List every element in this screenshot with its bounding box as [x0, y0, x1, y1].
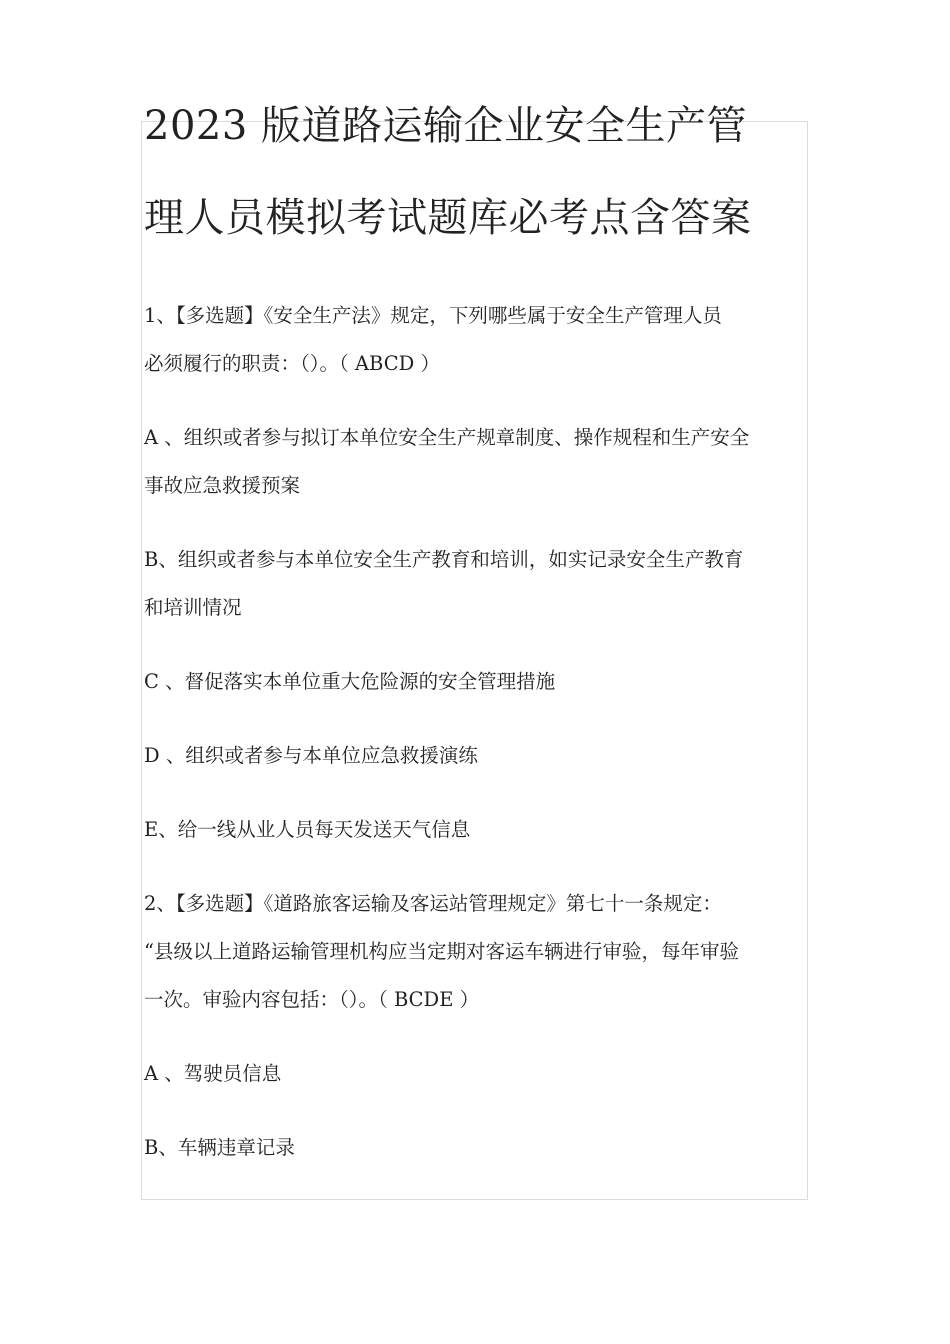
option-line: C 、督促落实本单位重大危险源的安全管理措施	[144, 670, 556, 693]
question-1-stem-line-2: 必须履行的职责：（）。（ ABCD ）	[144, 352, 440, 375]
option-line: E、给一线从业人员每天发送天气信息	[144, 818, 471, 841]
option-line: 和培训情况	[144, 596, 242, 619]
document-title	[144, 80, 810, 264]
title-line-1: 2023 版道路运输企业安全生产管	[144, 103, 748, 149]
option-line: A 、驾驶员信息	[144, 1062, 282, 1085]
question-2-stem	[144, 880, 810, 1024]
option-line: 事故应急救援预案	[144, 474, 301, 497]
option-line: B、车辆违章记录	[144, 1136, 295, 1159]
question-1-option-c	[144, 658, 810, 706]
question-1-option-b	[144, 536, 810, 632]
option-line: A 、组织或者参与拟订本单位安全生产规章制度、操作规程和生产安全	[144, 426, 750, 449]
question-2-stem-line-2: “县级以上道路运输管理机构应当定期对客运车辆进行审验，每年审验	[144, 940, 739, 963]
question-1-option-e	[144, 806, 810, 854]
option-line: B、组织或者参与本单位安全生产教育和培训，如实记录安全生产教育	[144, 548, 744, 571]
title-line-2: 理人员模拟考试题库必考点含答案	[144, 195, 752, 241]
question-1-stem-line-1: 1、【多选题】《安全生产法》规定，下列哪些属于安全生产管理人员	[144, 304, 722, 327]
question-2-option-b	[144, 1124, 810, 1172]
question-2-option-a	[144, 1050, 810, 1098]
question-1-option-a	[144, 414, 810, 510]
question-2-stem-line-3: 一次。审验内容包括：（）。（ BCDE ）	[144, 988, 480, 1011]
question-1-option-d	[144, 732, 810, 780]
question-1-stem	[144, 292, 810, 388]
question-2-stem-line-1: 2、【多选题】《道路旅客运输及客运站管理规定》第七十一条规定：	[144, 892, 722, 915]
option-line: D 、组织或者参与本单位应急救援演练	[144, 744, 478, 767]
document-body	[144, 80, 810, 1172]
